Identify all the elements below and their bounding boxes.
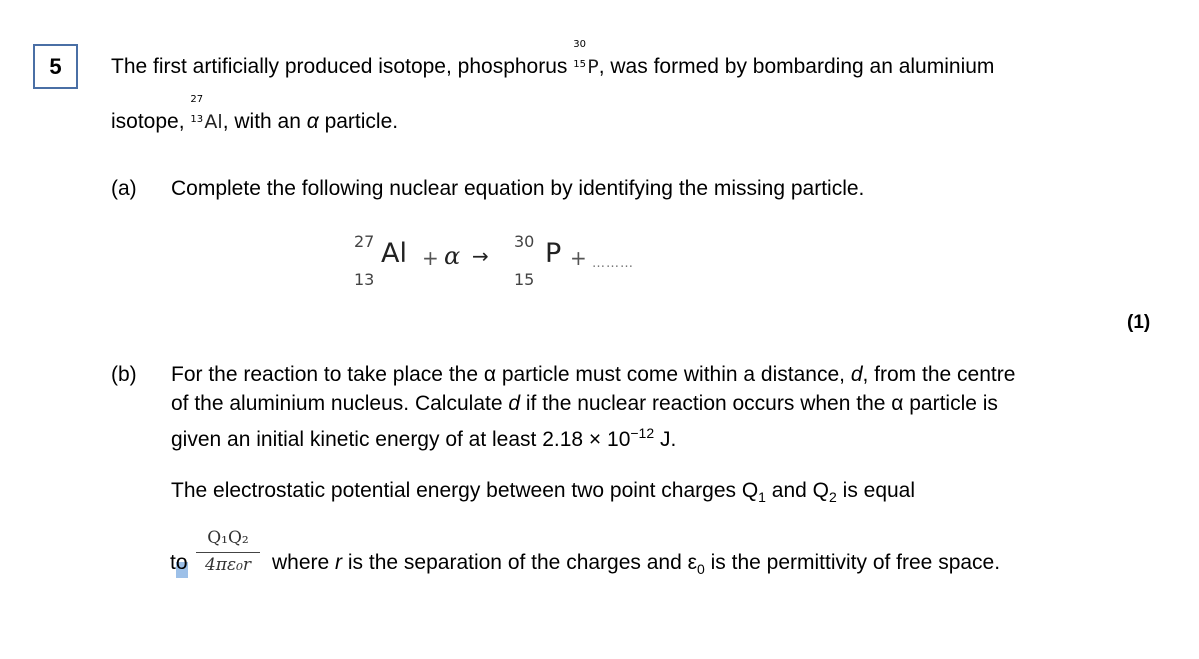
eq-plus-2: + xyxy=(570,246,587,270)
intro-text-part1: The first artificially produced isotope, phosphorus xyxy=(111,55,568,78)
intro-line2-start: isotope, xyxy=(111,110,185,133)
aluminium-isotope xyxy=(190,94,223,133)
pe-line-b: and Q xyxy=(765,479,830,502)
part-b-line1-b: , from the centre xyxy=(862,363,1016,386)
phosphorus-isotope xyxy=(573,39,599,78)
part-a-label: (a) xyxy=(111,177,137,200)
aluminium-atomic-number: 13 xyxy=(190,114,204,125)
to-word: to xyxy=(170,551,188,574)
part-b-line-2 xyxy=(171,392,998,416)
eq-plus-1: + xyxy=(422,246,439,270)
part-a-marks: (1) xyxy=(1127,312,1151,333)
intro-line-1 xyxy=(111,39,995,79)
q1-subscript: 1 xyxy=(758,489,766,506)
where-b: is the separation of the charges and ε xyxy=(347,551,697,574)
eq-al-symbol: Al xyxy=(381,238,407,269)
aluminium-symbol: Al xyxy=(204,111,223,133)
intro-line2-tail: particle. xyxy=(324,110,399,133)
part-b-line3-b: J. xyxy=(654,428,677,451)
exponent: −12 xyxy=(630,425,655,441)
where-line xyxy=(272,551,1000,577)
eq-al-mass: 27 xyxy=(354,232,375,251)
part-b-line-3 xyxy=(171,425,676,452)
variable-r: r xyxy=(335,551,343,574)
pe-line-a: The electrostatic potential energy between two point charges Q xyxy=(171,479,759,502)
fraction-numerator: Q₁Q₂ xyxy=(207,528,249,548)
intro-text-part2: , was formed by bombarding an aluminium xyxy=(598,55,995,78)
phosphorus-atomic-number: 15 xyxy=(573,59,586,70)
aluminium-mass-number: 27 xyxy=(190,94,204,105)
part-b-line2-b: if the nuclear reaction occurs when the α particle is xyxy=(525,392,998,415)
potential-energy-fraction xyxy=(196,528,260,575)
variable-d: d xyxy=(508,392,521,415)
variable-d: d xyxy=(850,363,863,386)
eq-answer-blank[interactable]: ……… xyxy=(592,256,634,271)
eq-p-mass: 30 xyxy=(514,232,535,251)
pe-line-c: is equal xyxy=(836,479,916,502)
part-b-line2-a: of the aluminium nucleus. Calculate xyxy=(171,392,503,415)
part-a-text: Complete the following nuclear equation by identifying the missing particle. xyxy=(171,177,865,200)
eq-p-atomic: 15 xyxy=(514,270,535,289)
pe-line xyxy=(171,479,915,505)
eq-alpha: α xyxy=(444,242,461,270)
part-b-label: (b) xyxy=(111,363,137,386)
eq-al-atomic: 13 xyxy=(354,270,375,289)
part-b-line-1 xyxy=(171,363,1015,387)
question-number: 5 xyxy=(49,53,62,79)
alpha-symbol: α xyxy=(306,110,319,133)
intro-line2-end: , with an xyxy=(222,110,301,133)
fraction-denominator: 4πε₀r xyxy=(204,555,252,575)
where-c: is the permittivity of free space. xyxy=(704,551,1001,574)
epsilon-subscript: 0 xyxy=(696,561,705,578)
eq-p-symbol: P xyxy=(545,238,562,269)
eq-arrow: → xyxy=(472,244,489,268)
fraction-bar xyxy=(196,552,260,553)
where-a: where xyxy=(272,551,330,574)
part-b-line3-a: given an initial kinetic energy of at least 2.18 × 10 xyxy=(171,428,631,451)
intro-line-2 xyxy=(111,94,399,134)
question-number-box xyxy=(33,44,78,89)
phosphorus-symbol: P xyxy=(587,56,599,78)
phosphorus-mass-number: 30 xyxy=(573,39,586,50)
part-b-line1-a: For the reaction to take place the α particle must come within a distance, xyxy=(171,363,845,386)
q2-subscript: 2 xyxy=(829,489,837,506)
